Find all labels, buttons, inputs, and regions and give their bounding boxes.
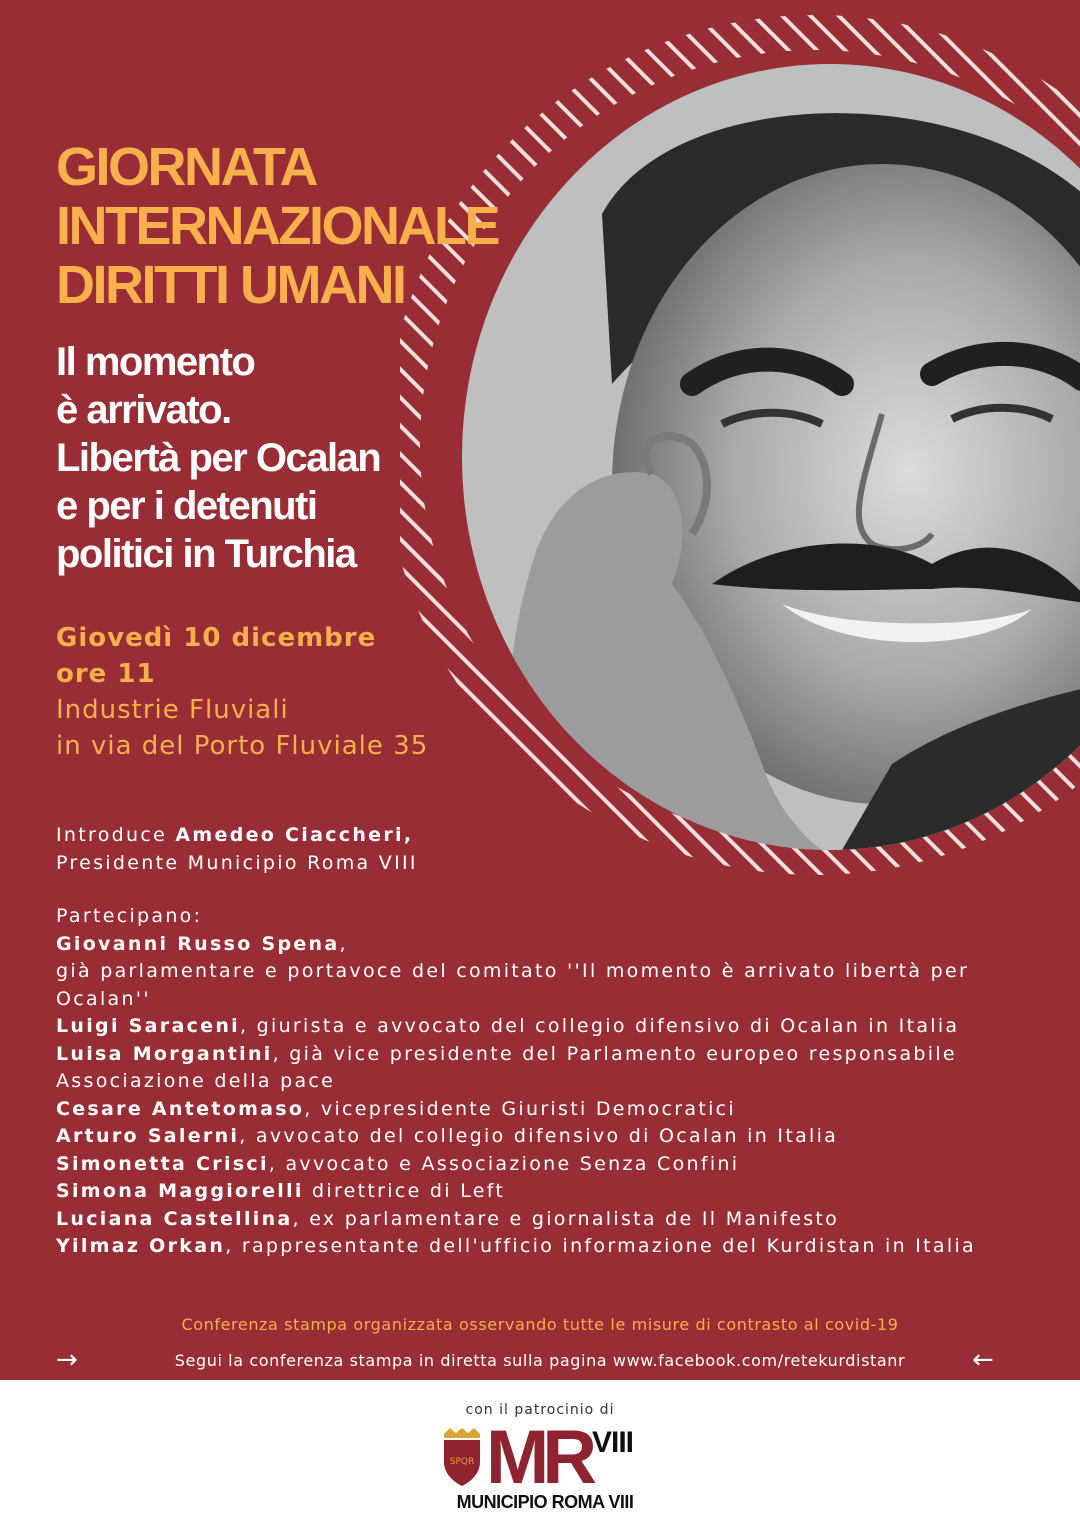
event-address: in via del Porto Fluviale 35 (56, 731, 429, 761)
participant-role: , vicepresidente Giuristi Democratici (304, 1097, 736, 1120)
title-line-2: INTERNAZIONALE (56, 196, 498, 256)
intro-name: Amedeo Ciaccheri, (175, 824, 414, 846)
participant-name: Simonetta Crisci (56, 1152, 269, 1175)
participant-name: Giovanni Russo Spena (56, 932, 340, 955)
event-date: Giovedì 10 dicembre (56, 623, 377, 653)
intro-prefix: Introduce (56, 824, 176, 846)
subtitle-line-2: è arrivato. (56, 388, 231, 432)
event-time: ore 11 (56, 659, 156, 689)
event-subtitle (56, 338, 380, 578)
title-line-3: DIRITTI UMANI (56, 255, 405, 315)
participant-name: Luciana Castellina (56, 1207, 293, 1230)
participant-row (56, 1013, 1056, 1041)
participant-role: direttrice di Left (303, 1180, 506, 1202)
event-venue: Industrie Fluviali (56, 695, 289, 725)
arrow-left-icon: ← (972, 1345, 994, 1375)
participant-name: Cesare Antetomaso (56, 1097, 305, 1120)
shield-text: SPQR (449, 1457, 475, 1467)
participant-role: , rappresentante dell'ufficio informazione del Kurdistan in Italia (225, 1235, 976, 1257)
participant-role: , avvocato e Associazione Senza Confini (268, 1152, 740, 1175)
participant-role: Associazione della pace (56, 1070, 336, 1092)
subtitle-line-5: politici in Turchia (56, 532, 356, 576)
logo-letters: MR (486, 1415, 591, 1500)
patronage-label: con il patrocinio di (465, 1402, 615, 1418)
participants-list (56, 903, 1056, 1261)
participant-row (56, 1096, 1056, 1124)
footer (0, 1380, 1080, 1528)
intro-line (56, 822, 1056, 850)
portrait-photo (462, 64, 1080, 850)
subtitle-line-1: Il momento (56, 340, 255, 384)
covid-note: Conferenza stampa organizzata osservando tutte le misure di contrasto al covid-19 (181, 1315, 899, 1334)
participant-role: , già vice presidente del Parlamento europeo responsabile (272, 1042, 957, 1065)
event-details (56, 620, 428, 764)
event-title (56, 138, 498, 315)
title-line-1: GIORNATA (56, 137, 316, 197)
intro-role: Presidente Municipio Roma VIII (56, 851, 418, 874)
logo-name: MUNICIPIO ROMA VIII (456, 1492, 634, 1512)
participant-name: Simona Maggiorelli (56, 1180, 304, 1202)
participant-row (56, 931, 1056, 959)
arrow-right-icon: → (56, 1345, 78, 1375)
participant-name: Luisa Morgantini (56, 1042, 273, 1065)
subtitle-line-4: e per i detenuti (56, 484, 317, 528)
participant-row (56, 1151, 1056, 1179)
participant-row (56, 1206, 1056, 1234)
participant-role: già parlamentare e portavoce del comitato ''Il momento è arrivato libertà per (56, 960, 970, 982)
participant-role: Ocalan'' (56, 987, 151, 1010)
participant-name: Luigi Saraceni (56, 1015, 240, 1037)
participant-name: Yilmaz Orkan (56, 1235, 226, 1257)
participant-name: Arturo Salerni (56, 1125, 240, 1147)
subtitle-line-3: Libertà per Ocalan (56, 436, 381, 480)
follow-note: Segui la conferenza stampa in diretta sulla pagina www.facebook.com/retekurdistanr (174, 1351, 906, 1370)
participant-row (56, 1123, 1056, 1151)
participants-heading: Partecipano: (56, 905, 203, 927)
participant-row (56, 1178, 1056, 1206)
municipio-logo (440, 1415, 650, 1518)
logo-number: VIII (592, 1426, 634, 1459)
participant-role: , avvocato del collegio difensivo di Ocalan in Italia (239, 1125, 839, 1147)
participant-row (56, 1233, 1056, 1261)
participant-row (56, 1068, 1056, 1096)
introduction (56, 822, 1056, 877)
participant-role: , ex parlamentare e giornalista de Il Manifesto (292, 1207, 840, 1230)
rome-shield-icon (440, 1428, 484, 1486)
participant-role: , giurista e avvocato del collegio difensivo di Ocalan in Italia (239, 1015, 960, 1037)
participant-sep: , (339, 932, 348, 955)
participant-row (56, 1041, 1056, 1069)
